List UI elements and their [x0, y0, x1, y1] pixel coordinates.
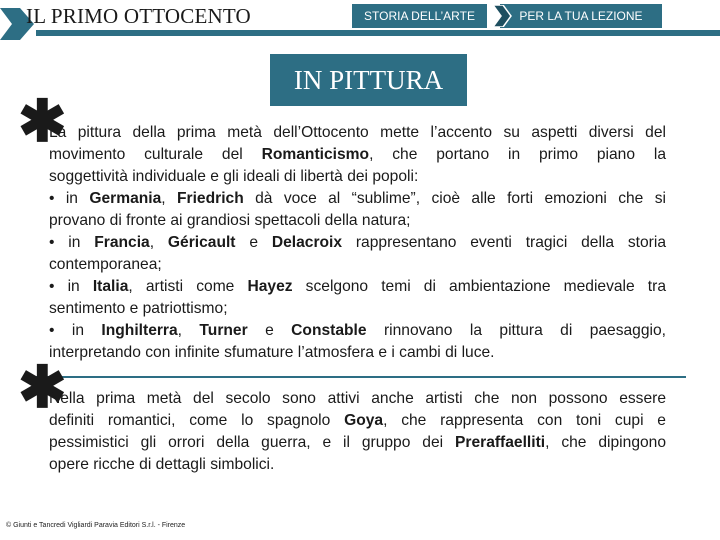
- text-run: , che portano in primo piano la: [369, 146, 667, 163]
- bold-term: Italia: [92, 278, 129, 295]
- text-run: opere ricche di dettagli simbolici.: [49, 456, 275, 473]
- bold-term: Preraffaelliti: [454, 434, 546, 451]
- text-run: scelgono temi di ambientazione medievale tra: [292, 278, 667, 295]
- text-line: [49, 232, 666, 254]
- text-run: e: [235, 234, 272, 251]
- text-run: , artisti come: [128, 278, 248, 295]
- bold-term: Francia: [94, 234, 150, 251]
- bold-term: Delacroix: [271, 234, 343, 251]
- text-run: contemporanea;: [49, 256, 162, 273]
- text-line: [49, 454, 666, 476]
- text-run: ,: [177, 322, 200, 339]
- text-run: definiti romantici, come lo spagnolo: [49, 412, 345, 429]
- text-run: • in: [49, 190, 90, 207]
- text-line: [49, 210, 666, 232]
- text-line: [49, 166, 666, 188]
- text-run: Nella prima metà del secolo sono attivi anche artisti che non possono essere: [49, 390, 666, 407]
- text-run: • in: [49, 278, 93, 295]
- header-rule: [36, 30, 720, 36]
- bold-term: Inghilterra: [101, 322, 178, 339]
- text-run: sentimento e patriottismo;: [49, 300, 228, 317]
- text-line: [49, 342, 666, 364]
- text-line: [49, 320, 666, 342]
- tab-per-la-tua-lezione[interactable]: PER LA TUA LEZIONE: [500, 4, 662, 28]
- bold-term: Hayez: [247, 278, 293, 295]
- text-run: La pittura della prima metà dell’Ottocento mette l’accento su aspetti diversi del: [49, 124, 666, 141]
- text-run: , che dipingono: [545, 434, 667, 451]
- bold-term: Goya: [344, 412, 384, 429]
- asterisk-icon: ✱: [18, 87, 67, 155]
- text-run: e: [247, 322, 292, 339]
- bold-term: Romanticismo: [261, 146, 370, 163]
- bold-term: Géricault: [167, 234, 236, 251]
- text-line: [49, 276, 666, 298]
- text-line: [49, 122, 666, 144]
- text-run: • in: [49, 234, 95, 251]
- bold-term: Germania: [89, 190, 162, 207]
- text-run: rappresentano eventi tragici della storia: [342, 234, 667, 251]
- text-run: provano di fronte ai grandiosi spettacoli della natura;: [49, 212, 411, 229]
- text-line: [49, 410, 666, 432]
- divider: [28, 376, 686, 378]
- section-title: IN PITTURA: [270, 54, 467, 106]
- text-line: [49, 298, 666, 320]
- text-line: [49, 144, 666, 166]
- copyright-footer: © Giunti e Tancredi Vigliardi Paravia Editori S.r.l. - Firenze: [6, 522, 186, 529]
- text-run: soggettività individuale e gli ideali di libertà dei popoli:: [49, 168, 419, 185]
- text-run: interpretando con infinite sfumature l’atmosfera e i cambi di luce.: [49, 344, 495, 361]
- text-run: • in: [49, 322, 102, 339]
- text-line: [49, 432, 666, 454]
- text-run: , che rappresenta con toni cupi e: [383, 412, 666, 429]
- text-line: [49, 254, 666, 276]
- chevron-right-icon: [490, 5, 512, 27]
- text-run: movimento culturale del: [49, 146, 262, 163]
- text-run: pessimistici gli orrori della guerra, e il gruppo dei: [49, 434, 455, 451]
- page-title: IL PRIMO OTTOCENTO: [26, 4, 251, 28]
- bold-term: Friedrich: [177, 190, 244, 207]
- text-line: [49, 388, 666, 410]
- asterisk-icon: ✱: [18, 353, 67, 421]
- text-line: [49, 188, 666, 210]
- text-run: ,: [161, 190, 177, 207]
- text-run: dà voce al “sublime”, cioè alle forti emozioni che si: [243, 190, 666, 207]
- paragraph-non-romantic-artists: [49, 388, 666, 476]
- text-run: ,: [149, 234, 168, 251]
- text-run: rinnovano la pittura di paesaggio,: [366, 322, 666, 339]
- tab-storia-dell-arte[interactable]: STORIA DELL’ARTE: [352, 4, 487, 28]
- bold-term: Constable: [291, 322, 367, 339]
- paragraph-romanticism: [49, 122, 666, 364]
- bold-term: Turner: [199, 322, 248, 339]
